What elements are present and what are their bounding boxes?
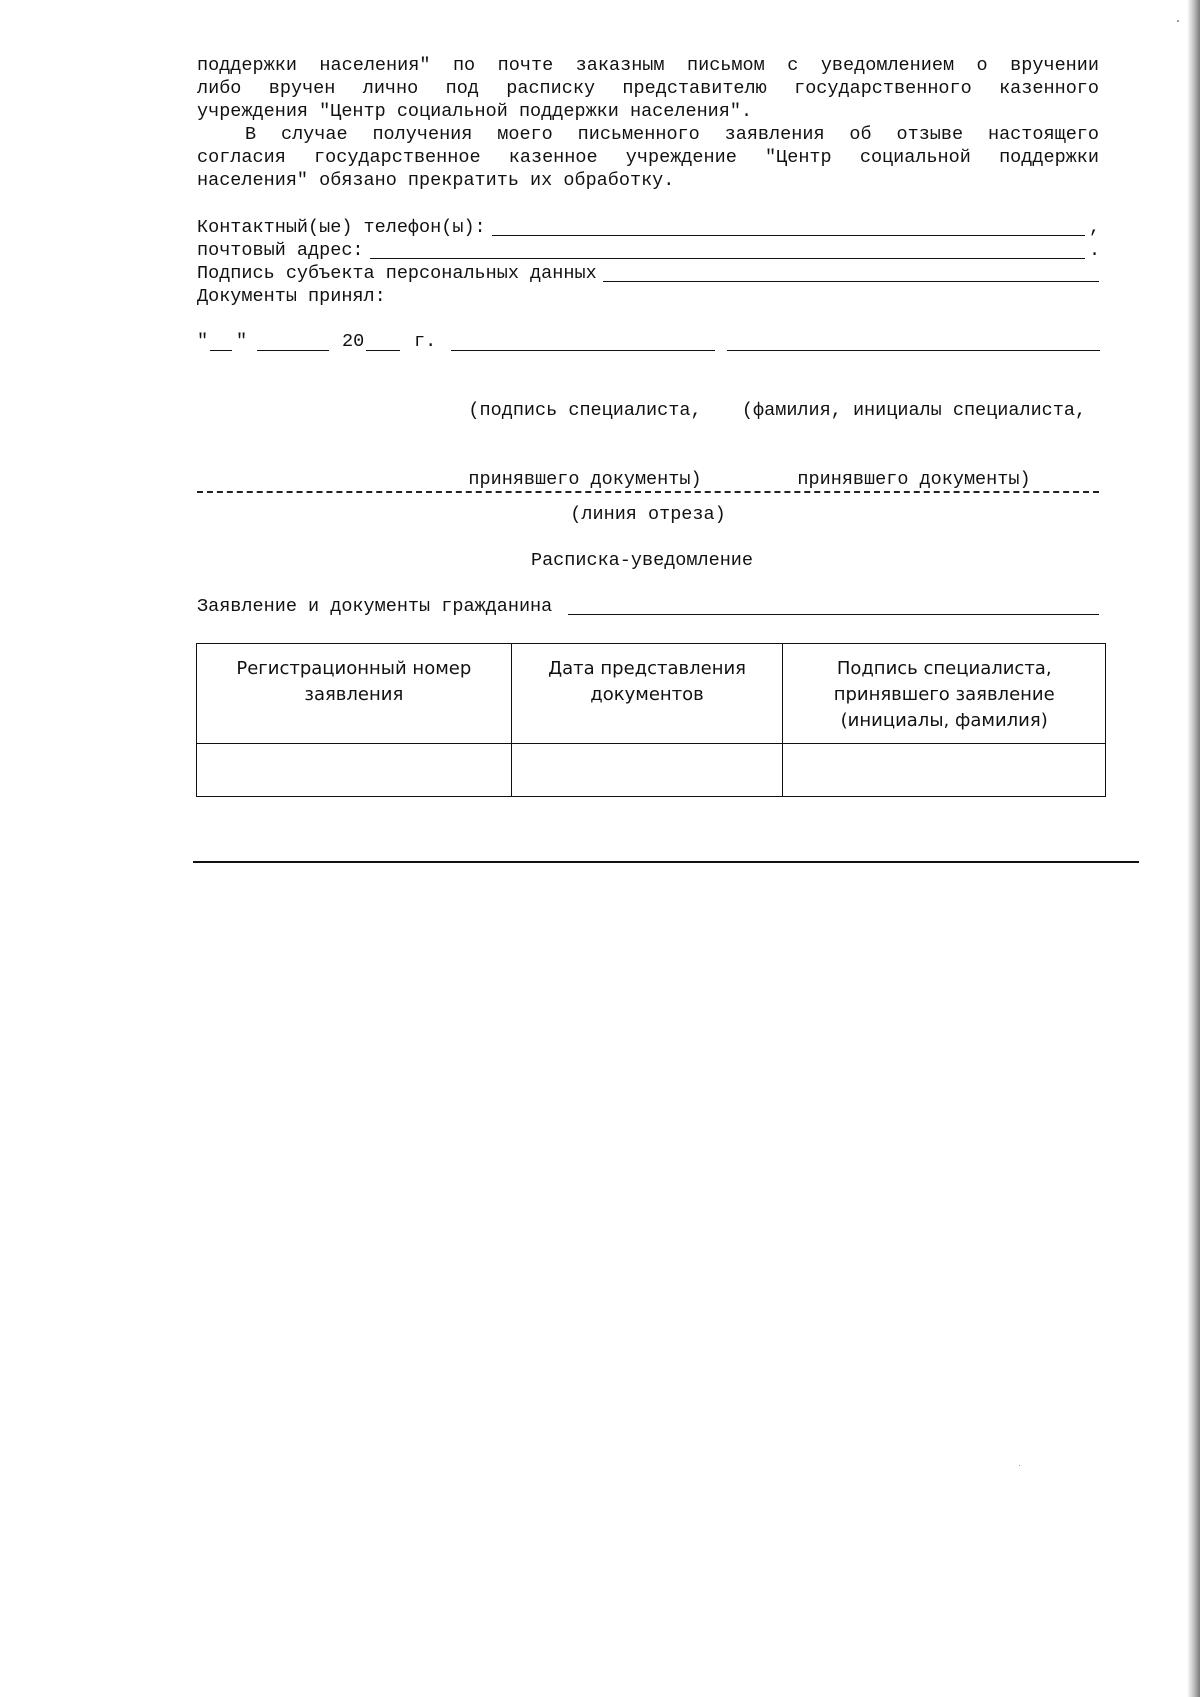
header-line: Регистрационный номер [236, 658, 472, 679]
consent-paragraph-continuation [197, 54, 1099, 123]
scan-speck [1019, 1465, 1020, 1466]
phone-suffix: , [1089, 217, 1101, 238]
header-line: заявления [304, 684, 404, 705]
header-line: Дата представления [548, 658, 747, 679]
year-blank-line[interactable] [366, 350, 400, 351]
receipt-title: Расписка-уведомление [530, 550, 754, 571]
specialist-signature-line[interactable] [451, 350, 715, 351]
address-blank-line[interactable] [370, 258, 1085, 259]
registration-number-cell[interactable] [197, 744, 512, 797]
header-specialist-signature [783, 644, 1106, 744]
bottom-rule [193, 861, 1139, 863]
specialist-signature-cell[interactable] [783, 744, 1106, 797]
date-quote-open: " [197, 331, 209, 352]
day-blank-line[interactable] [210, 350, 232, 351]
text-line: В случае получения моего письменного заявления об отзыве настоящего [245, 124, 1099, 145]
address-field[interactable] [197, 239, 1099, 262]
consent-withdrawal-paragraph [197, 123, 1099, 192]
table-header-row [197, 644, 1106, 744]
text-line: населения" обязано прекратить их обработку. [197, 170, 675, 191]
header-line: Подпись специалиста, [836, 658, 1052, 679]
header-submission-date [511, 644, 783, 744]
specialist-name-line[interactable] [727, 350, 1100, 351]
address-label: почтовый адрес: [197, 240, 364, 261]
caption-line: (фамилия, инициалы специалиста, [741, 400, 1087, 421]
caption-line: (подпись специалиста, [468, 400, 702, 421]
subject-signature-label: Подпись субъекта персональных данных [197, 263, 597, 284]
subject-signature-blank-line[interactable] [603, 281, 1099, 282]
scan-edge-shadow [1187, 0, 1200, 1697]
text-line: либо вручен лично под расписку представителю государственного казенного [197, 78, 1099, 99]
scan-speck [1177, 20, 1179, 22]
text-line: согласия государственное казенное учреждение "Центр социальной поддержки [197, 147, 1099, 168]
receipt-intro-label: Заявление и документы гражданина [197, 596, 553, 617]
cut-line [197, 491, 1099, 493]
month-blank-line[interactable] [257, 350, 329, 351]
caption-line: принявшего документы) [797, 469, 1031, 490]
header-registration-number [197, 644, 512, 744]
citizen-name-blank-line[interactable] [568, 614, 1099, 615]
submission-date-cell[interactable] [511, 744, 783, 797]
subject-signature-field[interactable] [197, 262, 1099, 285]
receipt-citizen-field[interactable] [197, 595, 1099, 618]
documents-accepted-label: Документы принял: [197, 286, 386, 307]
header-line: принявшего заявление [833, 684, 1055, 705]
text-line: учреждения "Центр социальной поддержки населения". [197, 101, 753, 122]
phone-field[interactable] [197, 216, 1099, 239]
year-suffix: г. [414, 331, 437, 352]
header-line: документов [590, 684, 704, 705]
caption-line: принявшего документы) [468, 469, 702, 490]
cut-line-label: (линия отреза) [570, 504, 726, 525]
phone-blank-line[interactable] [492, 235, 1085, 236]
year-prefix: 20 [342, 331, 365, 352]
date-quote-close: " [236, 331, 248, 352]
header-line: (инициалы, фамилия) [840, 710, 1048, 731]
table-row [197, 744, 1106, 797]
receipt-table [196, 643, 1106, 797]
phone-label: Контактный(ые) телефон(ы): [197, 217, 486, 238]
address-suffix: . [1089, 240, 1101, 261]
text-line: поддержки населения" по почте заказным письмом с уведомлением о вручении [197, 55, 1099, 76]
